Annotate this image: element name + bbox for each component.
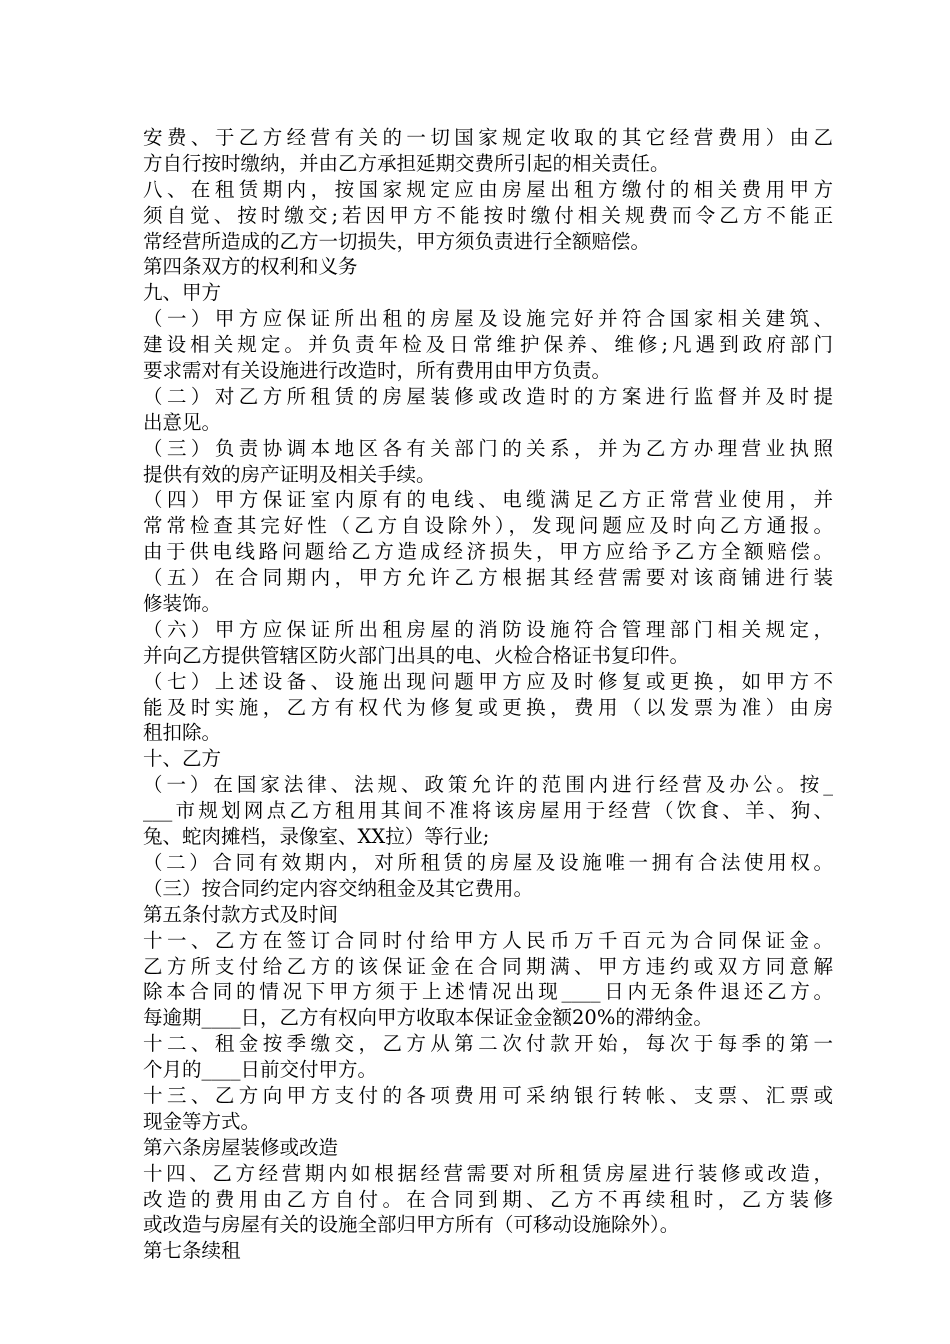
text-line: 租扣除。 xyxy=(143,721,222,745)
subsection-heading: 十、乙方 xyxy=(143,747,222,771)
text-line: 八、在租赁期内，按国家规定应由房屋出租方缴付的相关费用甲方 xyxy=(143,177,833,201)
text-line: 方自行按时缴纳，并由乙方承担延期交费所引起的相关责任。 xyxy=(143,151,670,175)
text-line: ___市规划网点乙方租用其间不准将该房屋用于经营（饮食、羊、狗、 xyxy=(143,799,833,823)
text-line: 常经营所造成的乙方一切损失，甲方须负责进行全额赔偿。 xyxy=(143,229,651,253)
section-heading: 第五条付款方式及时间 xyxy=(143,902,339,926)
text-line: （四）甲方保证室内原有的电线、电缆满足乙方正常营业使用，并 xyxy=(143,488,833,512)
text-line: 个月的____日前交付甲方。 xyxy=(143,1058,378,1082)
text-line: 乙方所支付给乙方的该保证金在合同期满、甲方违约或双方同意解 xyxy=(143,954,833,978)
text-line: 常常检查其完好性（乙方自设除外），发现问题应及时向乙方通报。 xyxy=(143,514,833,538)
text-line: 兔、蛇肉摊档，录像室、XX拉）等行业; xyxy=(143,825,490,849)
text-line: （三）负责协调本地区各有关部门的关系，并为乙方办理营业执照 xyxy=(143,436,833,460)
text-line: 提供有效的房产证明及相关手续。 xyxy=(143,462,436,486)
text-line: 改造的费用由乙方自付。在合同到期、乙方不再续租时，乙方装修 xyxy=(143,1187,833,1211)
section-heading: 第六条房屋装修或改造 xyxy=(143,1135,339,1159)
text-line: （七）上述设备、设施出现问题甲方应及时修复或更换，如甲方不 xyxy=(143,669,833,693)
text-line: （二）合同有效期内，对所租赁的房屋及设施唯一拥有合法使用权。 xyxy=(143,850,833,874)
section-heading: 第七条续租 xyxy=(143,1239,241,1263)
text-line: （二）对乙方所租赁的房屋装修或改造时的方案进行监督并及时提 xyxy=(143,384,833,408)
text-line: 由于供电线路问题给乙方造成经济损失，甲方应给予乙方全额赔偿。 xyxy=(143,540,833,564)
text-line: 要求需对有关设施进行改造时，所有费用由甲方负责。 xyxy=(143,359,612,383)
text-line: 出意见。 xyxy=(143,410,222,434)
text-line: （六）甲方应保证所出租房屋的消防设施符合管理部门相关规定， xyxy=(143,617,833,641)
text-line: 十二、租金按季缴交，乙方从第二次付款开始，每次于每季的第一 xyxy=(143,1032,833,1056)
subsection-heading: 九、甲方 xyxy=(143,281,222,305)
text-line: （三）按合同约定内容交纳租金及其它费用。 xyxy=(143,876,534,900)
text-line: 并向乙方提供管辖区防火部门出具的电、火检合格证书复印件。 xyxy=(143,643,690,667)
text-line: 修装饰。 xyxy=(143,592,222,616)
text-line: （一）在国家法律、法规、政策允许的范围内进行经营及办公。按_ xyxy=(143,773,833,797)
text-line: 或改造与房屋有关的设施全部归甲方所有（可移动设施除外）。 xyxy=(143,1213,680,1237)
section-heading: 第四条双方的权利和义务 xyxy=(143,255,358,279)
text-line: （五）在合同期内，甲方允许乙方根据其经营需要对该商铺进行装 xyxy=(143,566,833,590)
text-line: 须自觉、按时缴交;若因甲方不能按时缴付相关规费而令乙方不能正 xyxy=(143,203,833,227)
text-line: 建设相关规定。并负责年检及日常维护保养、维修;凡遇到政府部门 xyxy=(143,333,833,357)
text-line: 能及时实施，乙方有权代为修复或更换，费用（以发票为准）由房 xyxy=(143,695,833,719)
text-line: 十三、乙方向甲方支付的各项费用可采纳银行转帐、支票、汇票或 xyxy=(143,1083,833,1107)
text-line: （一）甲方应保证所出租的房屋及设施完好并符合国家相关建筑、 xyxy=(143,307,833,331)
text-line: 十一、乙方在签订合同时付给甲方人民币万千百元为合同保证金。 xyxy=(143,928,833,952)
document-body xyxy=(143,125,833,1264)
text-line: 除本合同的情况下甲方须于上述情况出现____日内无条件退还乙方。 xyxy=(143,980,833,1004)
text-line: 安费、于乙方经营有关的一切国家规定收取的其它经营费用）由乙 xyxy=(143,126,833,149)
text-line: 现金等方式。 xyxy=(143,1109,261,1133)
text-line: 每逾期____日，乙方有权向甲方收取本保证金金额20%的滞纳金。 xyxy=(143,1006,713,1030)
text-line: 十四、乙方经营期内如根据经营需要对所租赁房屋进行装修或改造， xyxy=(143,1161,833,1185)
